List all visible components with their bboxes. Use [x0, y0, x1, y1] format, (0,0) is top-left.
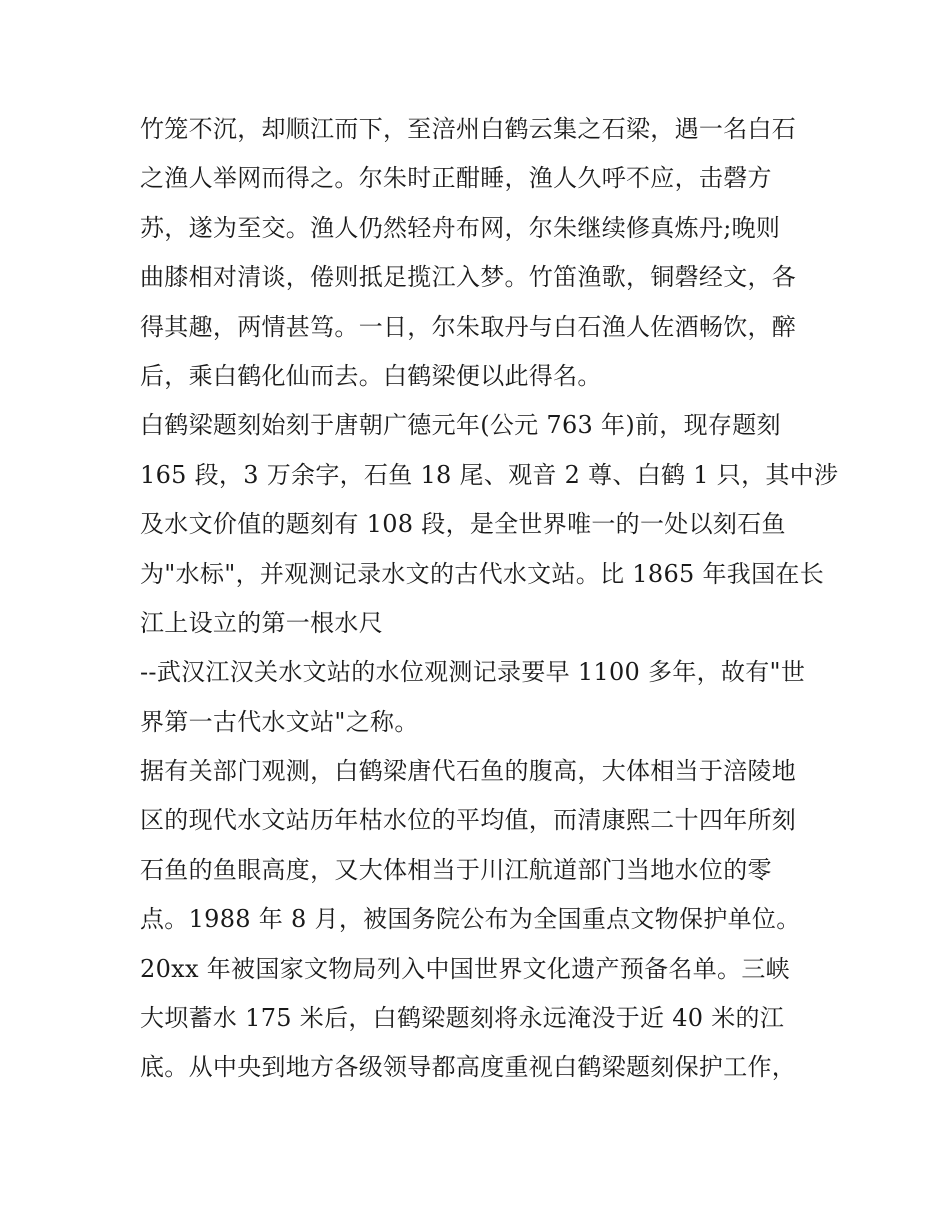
text-line: 据有关部门观测，白鹤梁唐代石鱼的腹高，大体相当于涪陵地	[140, 757, 797, 786]
text-line: 后，乘白鹤化仙而去。白鹤梁便以此得名。	[140, 361, 602, 390]
text-line: 区的现代水文站历年枯水位的平均值，而清康熙二十四年所刻	[140, 806, 797, 835]
text-line: 苏，遂为至交。渔人仍然轻舟布网，尔朱继续修真炼丹;晚则	[140, 213, 781, 242]
text-line: 得其趣，两情甚笃。一日，尔朱取丹与白石渔人佐酒畅饮，醉	[140, 312, 797, 341]
text-line: 白鹤梁题刻始刻于唐朝广德元年(公元 763 年)前，现存题刻	[140, 411, 781, 440]
text-line: 底。从中央到地方各级领导都高度重视白鹤梁题刻保护工作，	[140, 1053, 797, 1082]
text-line: 大坝蓄水 175 米后，白鹤梁题刻将永远淹没于近 40 米的江	[140, 1004, 785, 1033]
text-line: 江上设立的第一根水尺	[140, 608, 383, 637]
text-line: 20xx 年被国家文物局列入中国世界文化遗产预备名单。三峡	[140, 954, 790, 983]
text-line: 曲膝相对清谈，倦则抵足揽江入梦。竹笛渔歌，铜磬经文，各	[140, 263, 797, 292]
body-text	[140, 105, 839, 1093]
text-line: 竹笼不沉，却顺江而下，至涪州白鹤云集之石梁，遇一名白石	[140, 115, 797, 143]
text-line: 为"水标"，并观测记录水文的古代水文站。比 1865 年我国在长	[140, 559, 825, 588]
text-line: --武汉江汉关水文站的水位观测记录要早 1100 多年，故有"世	[140, 658, 806, 687]
text-line: 及水文价值的题刻有 108 段，是全世界唯一的一处以刻石鱼	[140, 510, 786, 539]
text-line: 165 段，3 万余字，石鱼 18 尾、观音 2 尊、白鹤 1 只，其中涉	[140, 460, 839, 489]
text-line: 之渔人举网而得之。尔朱时正酣睡，渔人久呼不应，击磬方	[140, 164, 772, 193]
text-line: 石鱼的鱼眼高度，又大体相当于川江航道部门当地水位的零	[140, 855, 772, 884]
text-line: 界第一古代水文站"之称。	[140, 707, 419, 736]
text-line: 点。1988 年 8 月，被国务院公布为全国重点文物保护单位。	[140, 905, 801, 934]
